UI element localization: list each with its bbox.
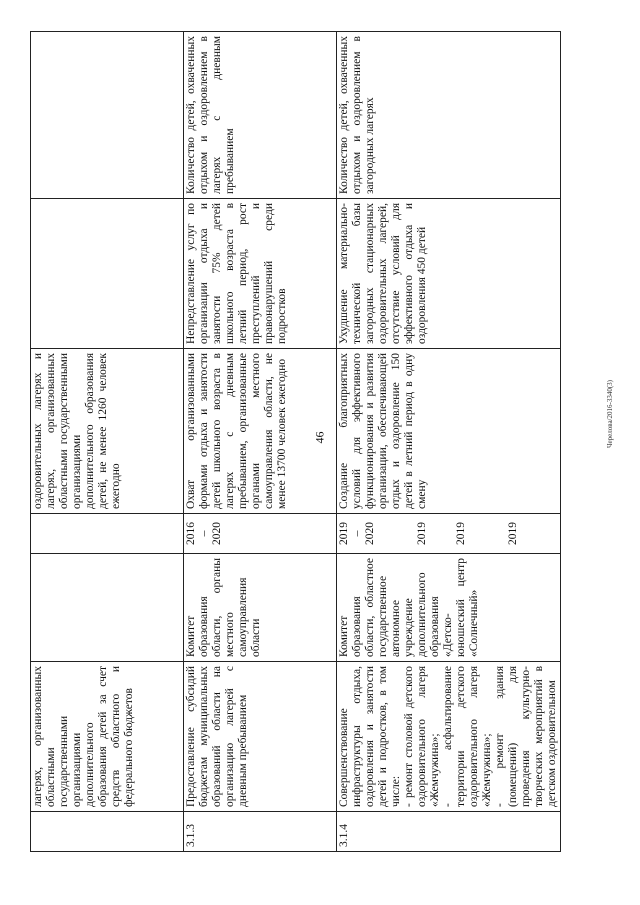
indicator-cell [31, 32, 184, 199]
result-cell: Создание благоприятных условий для эффективного функционирования и развития организации, обеспечивающей отдых и оздоровление 150 детей в летний период в одну смену [337, 349, 561, 514]
term-year: 2019 [455, 522, 467, 545]
measure-item: - ремонт столовой детского оздоровительного лагеря «Жемчужина»; [403, 666, 441, 807]
measure-intro: Совершенствование инфраструктуры отдыха, оздоровления и занятости детей и подростков, в том числе: [338, 666, 402, 807]
table-row [337, 32, 561, 852]
table-row [31, 32, 184, 852]
result-cell: оздоровительных лагерях и лагерях, организованных областными государственными организациями дополнительного образования детей, не менее 1260 человек ежегодно [31, 349, 184, 514]
term-cell: 2016 – 2020 [184, 514, 337, 554]
row-number: 3.1.4 [337, 812, 561, 852]
indicator-cell: Количество детей, охваченных отдыхом и оздоровлением в лагерях с дневным пребыванием [184, 32, 337, 199]
measures-table [30, 31, 561, 852]
measure-cell: Предоставление субсидий бюджетам муниципальных образований области на организацию лагерей с дневным пребыванием [184, 662, 337, 812]
consequence-cell: Непредставление услуг по организации отдыха и занятости 75% детей школьного возраста в летний период, рост преступлений и правонарушений среди подростков [184, 199, 337, 349]
executor-cell: Комитет образования области, областное государственное автономное учреждение дополнительного образования «Детско-юношеский центр «Солнечный» [337, 554, 561, 662]
table-row [184, 32, 337, 852]
row-number: 3.1.3 [184, 812, 337, 852]
executor-cell: Комитет образования области, органы местного самоуправления области [184, 554, 337, 662]
indicator-cell: Количество детей, охваченных отдыхом и оздоровлением в загородных лагерях [337, 32, 561, 199]
consequence-cell [31, 199, 184, 349]
result-cell: Охват организованными формами отдыха и занятости детей школьного возраста в лагерях с дневным пребыванием, организованные органами местного самоуправления области, не менее 13700 человек ежегодно [184, 349, 337, 514]
consequence-cell: Ухудшение материально-технической базы загородных стационарных оздоровительных лагерей, отсутствие условий для эффективного отдыха и оздоровления 450 детей [337, 199, 561, 349]
document-code: Черелова/2016-3340(3) [606, 380, 614, 449]
measure-cell [337, 662, 561, 812]
executor-cell [31, 554, 184, 662]
measure-item: - ремонт здания (помещений) для проведения культурно-творческих мероприятий в детском оздоровительном [494, 666, 558, 807]
measure-item: - асфальтирование территории детского оздоровительного лагеря «Жемчужина»; [442, 666, 493, 807]
term-year: 2019 [507, 522, 519, 545]
term-cell [31, 514, 184, 554]
page-number: 46 [312, 431, 327, 444]
rotated-table-wrapper [30, 32, 610, 852]
term-year: 2019 [416, 522, 428, 545]
term-cell [337, 514, 561, 554]
measure-cell: лагерях, организованных областными государственными организациями дополнительного образования детей за счет средств областного и федерального бюджетов [31, 662, 184, 812]
row-number [31, 812, 184, 852]
term-range: 2019 – 2020 [338, 522, 376, 545]
